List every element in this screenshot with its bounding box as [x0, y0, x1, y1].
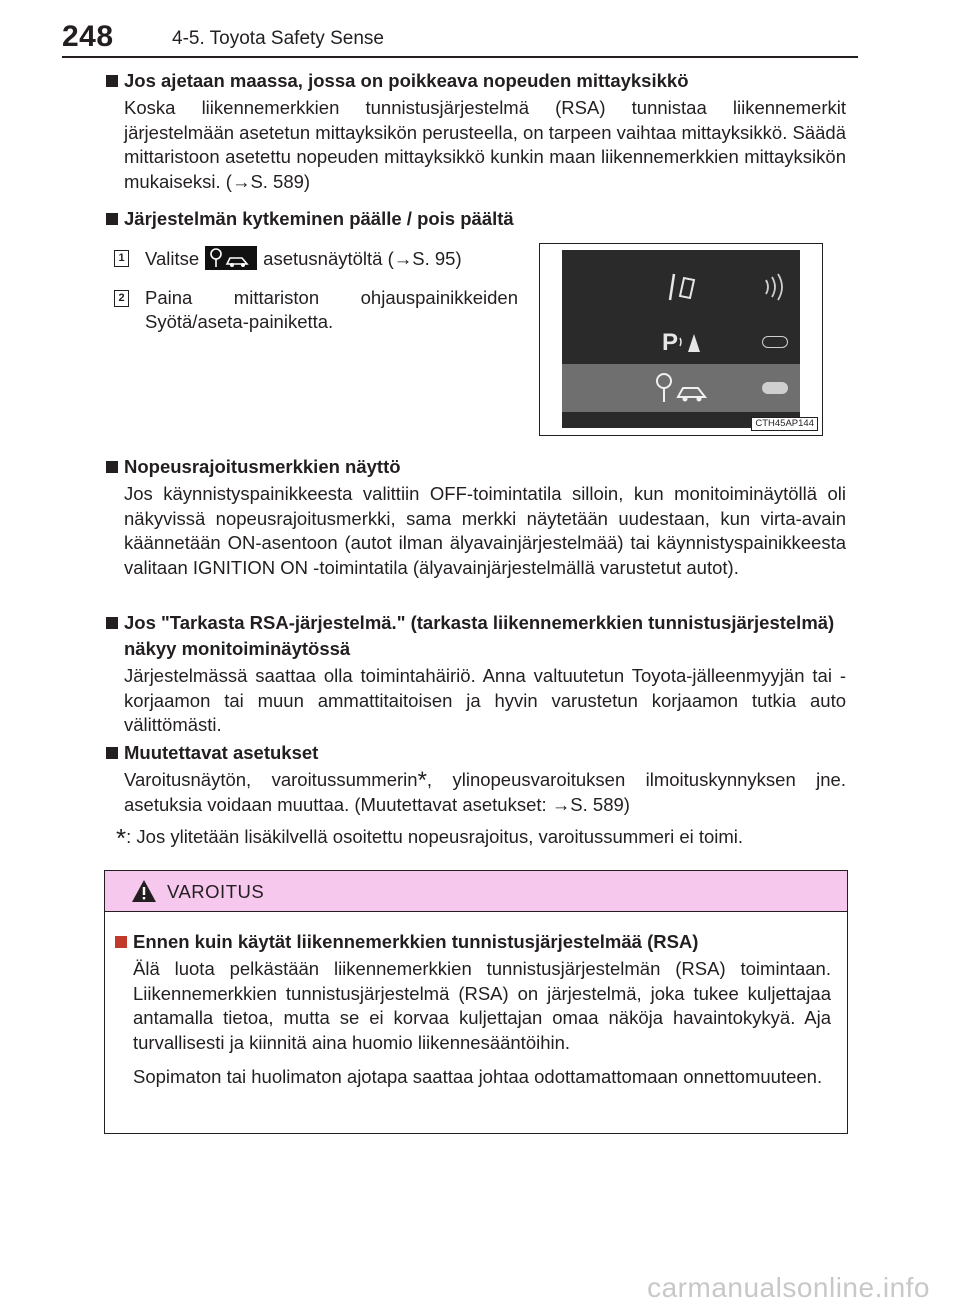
bullet-square-icon: [106, 213, 118, 225]
bullet-square-icon: [106, 617, 118, 629]
page-number: 248: [62, 20, 114, 53]
lane-departure-icon: [666, 270, 700, 304]
section-toggle-system: [106, 206, 846, 232]
warning-heading: Ennen kuin käytät liikennemerkkien tunnistusjärjestelmää (RSA): [115, 929, 831, 955]
section-settings: [106, 740, 846, 817]
rsa-sign-car-icon: [652, 370, 714, 406]
section-unit-change: [106, 68, 846, 194]
toggle-on-indicator: [762, 382, 788, 394]
section-body: Järjestelmässä saattaa olla toimintahäiriö. Anna valtuutetun Toyota-jälleenmyyjän tai -korjaamon tai muun ammattitaitoisen ja hyvin varustetun korjaamon tutkia auto välittömästi.: [124, 665, 846, 735]
step-number: 2: [114, 290, 129, 307]
footnote-marker: *: [417, 767, 427, 794]
page-header: [62, 20, 902, 60]
bullet-square-icon: [106, 75, 118, 87]
multi-information-display: [562, 250, 800, 428]
section-title: Nopeusrajoitusmerkkien näyttö: [106, 454, 846, 480]
warning-triangle-icon: [131, 879, 157, 903]
warning-box: [104, 870, 848, 1134]
chapter-title: 4-5. Toyota Safety Sense: [172, 28, 384, 49]
sound-waves-icon: [762, 272, 788, 302]
rsa-sign-car-icon: [205, 246, 257, 270]
bullet-square-icon: [115, 936, 127, 948]
warning-title: VAROITUS: [167, 881, 265, 902]
footnote: *: Jos ylitetään lisäkilvellä osoitettu nopeusrajoitus, varoitussummeri ei toimi.: [116, 823, 744, 853]
steps-list: [114, 246, 518, 349]
section-sign-display: [106, 454, 846, 580]
section-title: Muutettavat asetukset: [106, 740, 846, 766]
svg-text:P: P: [662, 329, 679, 356]
section-body: Jos käynnistyspainikkeesta valittiin OFF-toimintatila silloin, kun monitoiminäytöllä oli näkyvissä nopeusrajoitusmerkki, sama merkki näytetään uudestaan, kun virta-avain käännetään ON-asentoon (autot ilman älyavainjärjestelmää) tai käynnistyspainikkeesta valitaan IGNITION ON -toimintatila (älyavainjärjestelmällä varustetut autot).: [124, 483, 846, 578]
toggle-off-indicator: [762, 336, 788, 348]
lane-departure-row: [562, 264, 800, 312]
warning-section: [115, 929, 831, 1100]
header-rule: [62, 56, 858, 58]
section-title: Järjestelmän kytkeminen päälle / pois päältä: [106, 206, 846, 232]
watermark: carmanualsonline.info: [647, 1272, 930, 1303]
instrument-figure: [539, 243, 823, 436]
section-body: Koska liikennemerkkien tunnistusjärjestelmä (RSA) tunnistaa liikennemerkit järjestelmään asetetun mittayksikön perusteella, on tarpeen vaihtaa mittayksikkö. Säädä mittaristoon asetettu nopeuden mittayksikkö kunkin maan liikennemerkkien mittayksikön mukaiseksi. (→S. 589): [124, 97, 846, 192]
pre-collision-row: [562, 318, 800, 366]
section-title: Jos ajetaan maassa, jossa on poikkeava nopeuden mittayksikkö: [106, 68, 846, 94]
section-check-rsa: [106, 610, 846, 738]
warning-header: [105, 871, 847, 912]
rsa-row-selected: [562, 364, 800, 412]
footnote-star: *: [116, 823, 127, 853]
bullet-square-icon: [106, 461, 118, 473]
warning-body: [133, 957, 831, 1090]
warning-paragraph: Sopimaton tai huolimaton ajotapa saattaa johtaa odottamattomaan onnettomuuteen.: [133, 1066, 823, 1087]
section-body: Varoitusnäytön, varoitussummerin*, ylinopeusvaroituksen ilmoituskynnyksen jne. asetuksia voidaan muuttaa. (Muutettavat asetukset: →S. 589): [124, 767, 846, 815]
step-1: 1 Valitse asetusnäytöltä (→S. 95): [114, 246, 518, 272]
step-2: 2 Paina mittariston ohjauspainikkeiden Syötä/aseta-painiketta.: [114, 286, 518, 335]
section-title: Jos "Tarkasta RSA-järjestelmä." (tarkasta liikennemerkkien tunnistusjärjestelmä) näkyy monitoiminäytössä: [106, 610, 846, 662]
figure-label: CTH45AP144: [751, 417, 818, 431]
bullet-square-icon: [106, 747, 118, 759]
warning-paragraph: Älä luota pelkästään liikennemerkkien tunnistusjärjestelmän (RSA) toimintaan. Liikennemerkkien tunnistusjärjestelmä (RSA) on järjestelmä, joka tukee kuljettajaa antamalla tietoa, mutta se ei korvaa kuljettajan omaa näköja havaintokykyä. Aja turvallisesti ja kiinnitä aina huomio liikennesääntöihin.: [133, 958, 831, 1053]
pcs-icon: [660, 324, 704, 358]
step-number: 1: [114, 250, 129, 267]
